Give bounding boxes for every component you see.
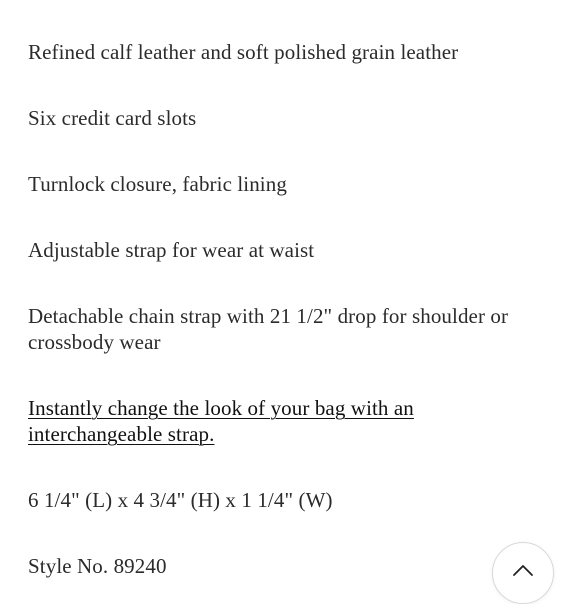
detail-dimensions: 6 1/4" (L) x 4 3/4" (H) x 1 1/4" (W) (28, 488, 333, 512)
detail-card-slots: Six credit card slots (28, 106, 197, 130)
detail-waist-strap: Adjustable strap for wear at waist (28, 238, 315, 262)
detail-closure: Turnlock closure, fabric lining (28, 172, 287, 196)
strap-link-container (28, 395, 558, 447)
style-number: Style No. 89240 (28, 554, 167, 578)
chevron-up-icon (512, 563, 534, 577)
detail-chain-strap: Detachable chain strap with 21 1/2" drop for shoulder or crossbody wear (28, 304, 509, 354)
detail-material: Refined calf leather and soft polished grain leather (28, 40, 459, 64)
interchangeable-strap-link[interactable]: Instantly change the look of your bag with an interchangeable strap. (28, 396, 414, 446)
scroll-to-top-button[interactable] (492, 542, 554, 604)
